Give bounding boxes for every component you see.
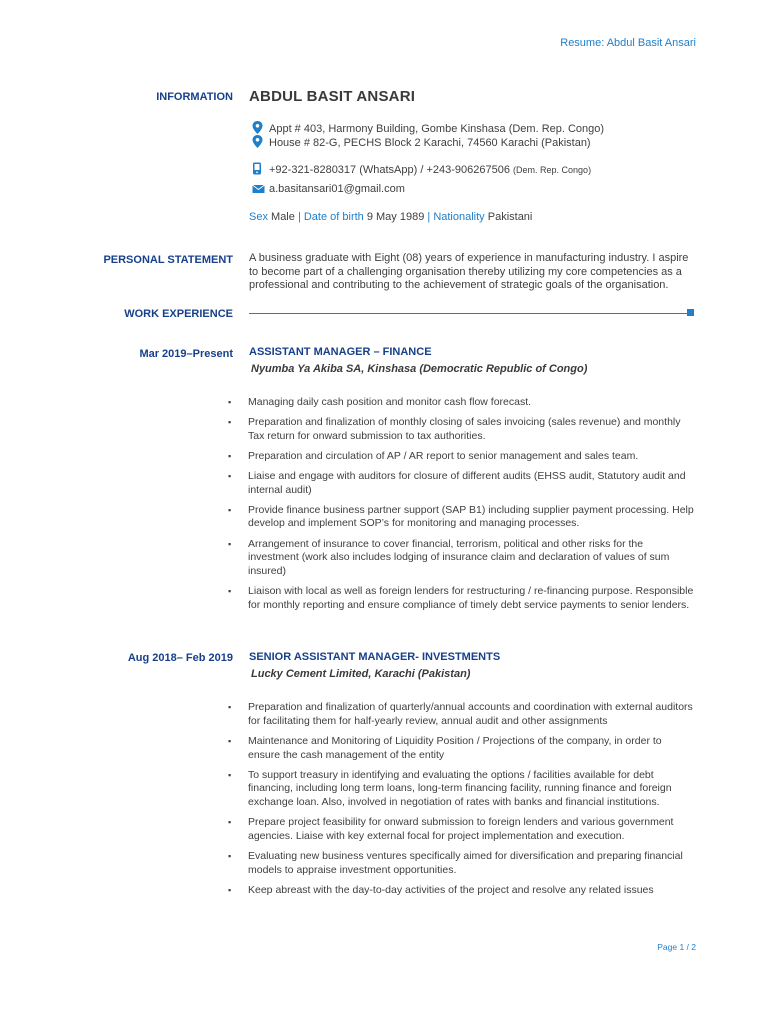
address-1-text: Appt # 403, Harmony Building, Gombe Kinshasa (Dem. Rep. Congo)	[269, 123, 605, 135]
job-title: SENIOR ASSISTANT MANAGER- INVESTMENTS	[249, 651, 501, 663]
duty-item	[225, 701, 695, 728]
candidate-name: ABDUL BASIT ANSARI	[249, 88, 416, 105]
bullet-icon: ▪	[228, 397, 232, 407]
running-header: Resume: Abdul Basit Ansari	[560, 37, 696, 49]
duty-text: Preparation and circulation of AP / AR report to senior management and sales team.	[248, 449, 639, 462]
section-label-work-experience: WORK EXPERIENCE	[124, 308, 233, 320]
duty-item	[225, 816, 695, 843]
sex-label: Sex	[249, 211, 268, 223]
phone-note: (Dem. Rep. Congo)	[513, 165, 592, 175]
duty-text: Prepare project feasibility for onward submission to foreign lenders and various government agencies. Liaise with key external focal for project implementation and execution.	[248, 816, 674, 842]
job-title: ASSISTANT MANAGER – FINANCE	[249, 346, 432, 358]
duty-item	[225, 450, 695, 464]
bullet-icon: ▪	[228, 586, 232, 597]
location-pin-icon	[252, 135, 266, 151]
separator: |	[427, 211, 431, 223]
bullet-icon: ▪	[228, 884, 232, 895]
phone-text: +92-321-8280317 (WhatsApp) / +243-906267506	[269, 164, 510, 176]
email-line	[252, 183, 405, 197]
bullet-icon: ▪	[228, 850, 232, 861]
job-dates: Aug 2018– Feb 2019	[127, 652, 233, 664]
bullet-icon: ▪	[228, 470, 232, 481]
dob-label: Date of birth	[303, 211, 364, 223]
bullet-icon: ▪	[228, 769, 232, 780]
nationality-value: Pakistani	[487, 211, 533, 223]
duty-text: To support treasury in identifying and evaluating the options / facilities available for debt financing, including long term loans, long-term financing facility, running finance and foreign exchange loan. Also, involved in negotiation of rates with banks and financial institutions.	[248, 768, 672, 808]
job-employer: Lucky Cement Limited, Karachi (Pakistan)	[251, 668, 471, 680]
address-line-2	[252, 135, 591, 151]
sex-value: Male	[271, 211, 295, 223]
bullet-icon: ▪	[228, 817, 232, 828]
duty-item	[225, 884, 695, 898]
bullet-icon: ▪	[228, 417, 232, 428]
duty-item	[225, 396, 695, 410]
duty-text: Preparation and finalization of monthly closing of sales invoicing (sales revenue) and monthly Tax return for onward submission to tax authorities.	[248, 416, 681, 442]
email-link[interactable]: a.basitansari01@gmail.com	[269, 183, 405, 195]
section-divider-marker	[687, 309, 694, 316]
duty-item	[225, 470, 695, 497]
personal-details-line	[249, 211, 532, 223]
address-2-text: House # 82-G, PECHS Block 2 Karachi, 74560 Karachi (Pakistan)	[269, 137, 591, 149]
separator: |	[297, 211, 301, 223]
job-duties-list	[225, 701, 695, 904]
duty-text: Arrangement of insurance to cover financial, terrorism, political and other risks for the investment (work also includes lodging of insurance claim and declaration of values of sum insured)	[248, 537, 670, 577]
bullet-icon: ▪	[228, 450, 232, 461]
bullet-icon: ▪	[228, 702, 232, 712]
bullet-icon: ▪	[228, 538, 232, 549]
bullet-icon: ▪	[228, 735, 232, 746]
section-label-information: INFORMATION	[156, 91, 233, 103]
job-dates: Mar 2019–Present	[139, 348, 233, 360]
duty-item	[225, 504, 695, 531]
duty-text: Liaise and engage with auditors for closure of different audits (EHSS audit, Statutory audit and internal audit)	[248, 469, 686, 496]
page-number: Page 1 / 2	[657, 942, 696, 952]
dob-value: 9 May 1989	[366, 211, 425, 223]
duty-item	[225, 416, 695, 443]
duty-item	[225, 850, 695, 877]
duty-item	[225, 735, 695, 762]
duty-item	[225, 538, 695, 579]
job-duties-list	[225, 396, 695, 619]
personal-statement-text: A business graduate with Eight (08) years of experience in manufacturing industry. I aspire to become part of a challenging organisation thereby utilizing my core competencies as a professional and contributing to the achievement of strategic goals of the organisation.	[249, 252, 689, 292]
duty-text: Provide finance business partner support (SAP B1) including supplier payment processing. Help develop and implement SOP’s for monitoring and managing processes.	[248, 503, 694, 530]
bullet-icon: ▪	[228, 504, 232, 515]
email-icon	[252, 184, 266, 197]
duty-item	[225, 769, 695, 810]
duty-text: Managing daily cash position and monitor cash flow forecast.	[248, 396, 532, 408]
section-label-personal-statement: PERSONAL STATEMENT	[103, 254, 233, 266]
duty-text: Evaluating new business ventures specifically aimed for diversification and preparing financial models to appraise investment opportunities.	[248, 849, 683, 876]
phone-line	[252, 162, 591, 178]
duty-text: Liaison with local as well as foreign lenders for restructuring / re-financing purpose. Responsible for monthly reporting and ensure compliance of timely debt service payments to senior lenders.	[248, 585, 694, 611]
duty-text: Keep abreast with the day-to-day activities of the project and resolve any related issues	[248, 883, 654, 896]
duty-text: Preparation and finalization of quarterly/annual accounts and coordination with external auditors for facilitating them for half-yearly review, annual audit and other assignments	[248, 701, 693, 727]
duty-item	[225, 585, 695, 612]
phone-icon	[252, 162, 266, 178]
section-divider	[249, 313, 691, 314]
job-employer: Nyumba Ya Akiba SA, Kinshasa (Democratic Republic of Congo)	[251, 363, 588, 375]
duty-text: Maintenance and Monitoring of Liquidity Position / Projections of the company, in order to ensure the cash management of the entity	[248, 734, 662, 761]
nationality-label: Nationality	[433, 211, 485, 223]
